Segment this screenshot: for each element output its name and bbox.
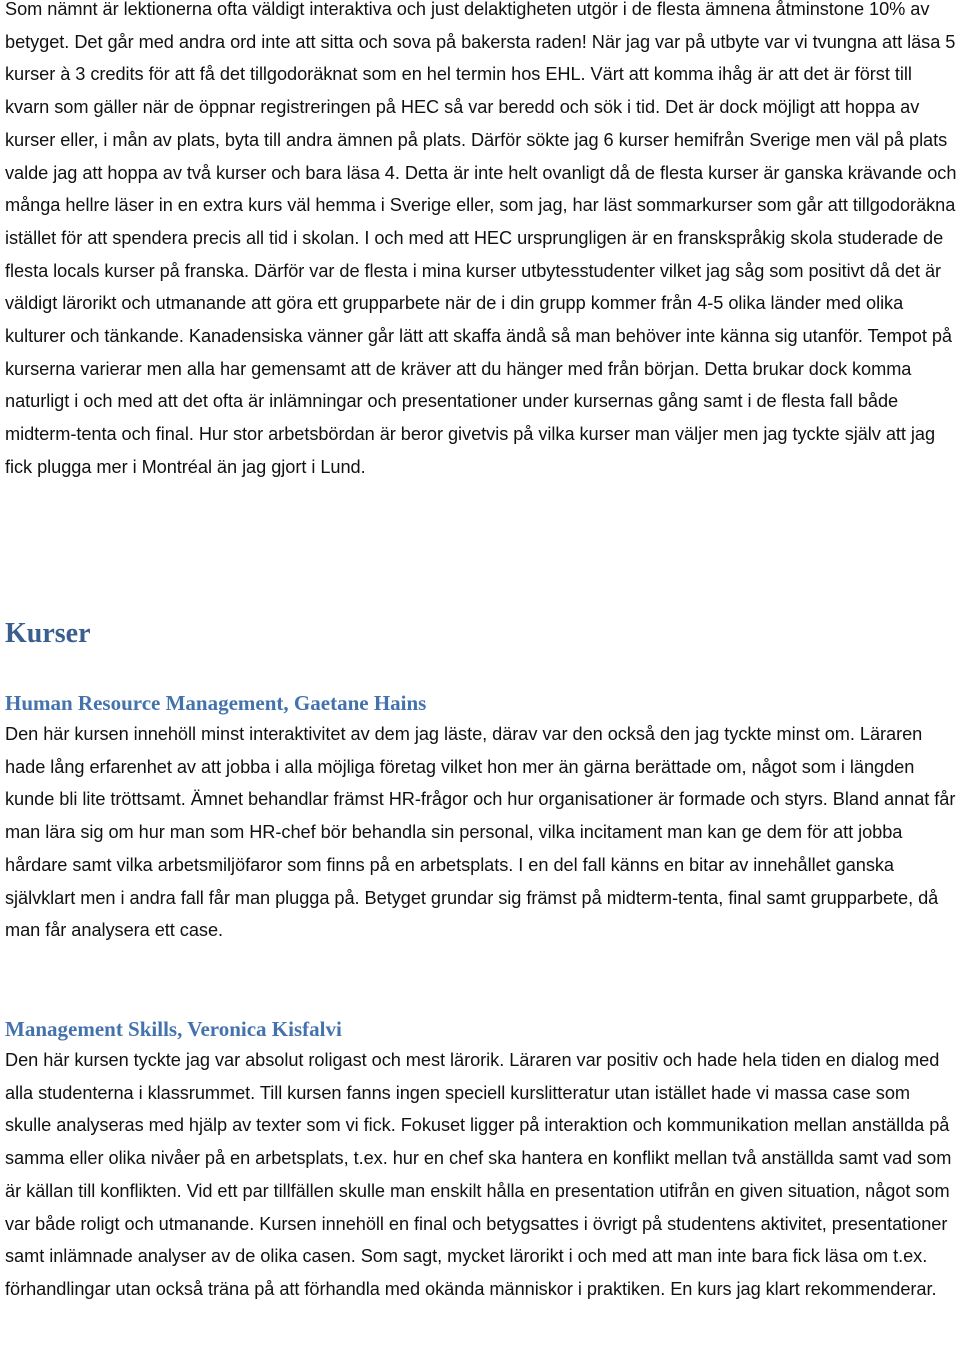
- course-text-hrm: Den här kursen innehöll minst interaktivitet av dem jag läste, därav var den också den jag tyckte minst om. Läraren hade lång erfarenhet av att jobba i alla möjliga företag vilket hon mer än gärna berättade om, något som i längden kunde bli lite tröttsamt. Ämnet behandlar främst HR-frågor och hur organisationer är formade och styrs. Bland annat får man lära sig om hur man som HR-chef bör behandla sin personal, vilka incitament man kan ge dem för att jobba hårdare samt vilka arbetsmiljöfaror som finns på en arbetsplats. I en del fall känns en bitar av innehållet ganska självklart men i andra fall får man plugga på. Betyget grundar sig främst på midterm-tenta, final samt grupparbete, då man får analysera ett case.: [5, 724, 956, 941]
- course-section-hrm: [5, 688, 957, 947]
- course-text-management-skills: Den här kursen tyckte jag var absolut roligast och mest lärorik. Läraren var positiv och hade hela tiden en dialog med alla studenterna i klassrummet. Till kursen fanns ingen speciell kurslitteratur utan istället hade vi massa case som skulle analyseras med hjälp av texter som vi fick. Fokuset ligger på interaktion och kommunikation mellan anställda på samma eller olika nivåer på en arbetsplats, t.ex. hur en chef ska hantera en konflikt mellan två anställda samt vad som är källan till konflikten. Vid ett par tillfällen skulle man enskilt hålla en presentation utifrån en given situation, något som var både roligt och utmanande. Kursen innehöll en final och betygsattes i övrigt på studentens aktivitet, presentationer samt inlämnade analyser av de olika casen. Som sagt, mycket lärorikt i och med att man inte bara fick läsa om t.ex. förhandlingar utan också träna på att förhandla med okända människor i praktiken. En kurs jag klart rekommenderar.: [5, 1050, 952, 1299]
- course-title-hrm: Human Resource Management, Gaetane Hains: [5, 691, 427, 715]
- course-title-management-skills: Management Skills, Veronica Kisfalvi: [5, 1017, 342, 1041]
- course-section-management-skills: [5, 1014, 957, 1306]
- intro-paragraph: Som nämnt är lektionerna ofta väldigt interaktiva och just delaktigheten utgör i de flesta ämnena åtminstone 10% av betyget. Det går med andra ord inte att sitta och sova på bakersta raden! När jag var på utbyte var vi tvungna att läsa 5 kurser à 3 credits för att få det tillgodoräknat som en hel termin hos EHL. Värt att komma ihåg är att det är först till kvarn som gäller när de öppnar registreringen på HEC så var beredd och sök i tid. Det är dock möjligt att hoppa av kurser eller, i mån av plats, byta till andra ämnen på plats. Därför sökte jag 6 kurser hemifrån Sverige men väl på plats valde jag att hoppa av två kurser och bara läsa 4. Detta är inte helt ovanligt då de flesta kurser är ganska krävande och många hellre läser in en extra kurs väl hemma i Sverige eller, som jag, har läst sommarkurser som går att tillgodoräkna istället för att spendera precis all tid i skolan. I och med att HEC ursprungligen är en franskspråkig skola studerade de flesta locals kurser på franska. Därför var de flesta i mina kurser utbytesstudenter vilket jag såg som positivt då det är väldigt lärorikt och utmanande att göra ett grupparbete när de i din grupp kommer från 4-5 olika länder med olika kulturer och tänkande. Kanadensiska vänner går lätt att skaffa ändå så man behöver inte känna sig utanför. Tempot på kurserna varierar men alla har gemensamt att de kräver att du hänger med från början. Detta brukar dock komma naturligt i och med att det ofta är inlämningar och presentationer under kursernas gång samt i de flesta fall både midterm-tenta och final. Hur stor arbetsbördan är beror givetvis på vilka kurser man väljer men jag tyckte själv att jag fick plugga mer i Montréal än jag gjort i Lund.: [5, 0, 957, 477]
- section-heading-kurser: Kurser: [5, 618, 91, 649]
